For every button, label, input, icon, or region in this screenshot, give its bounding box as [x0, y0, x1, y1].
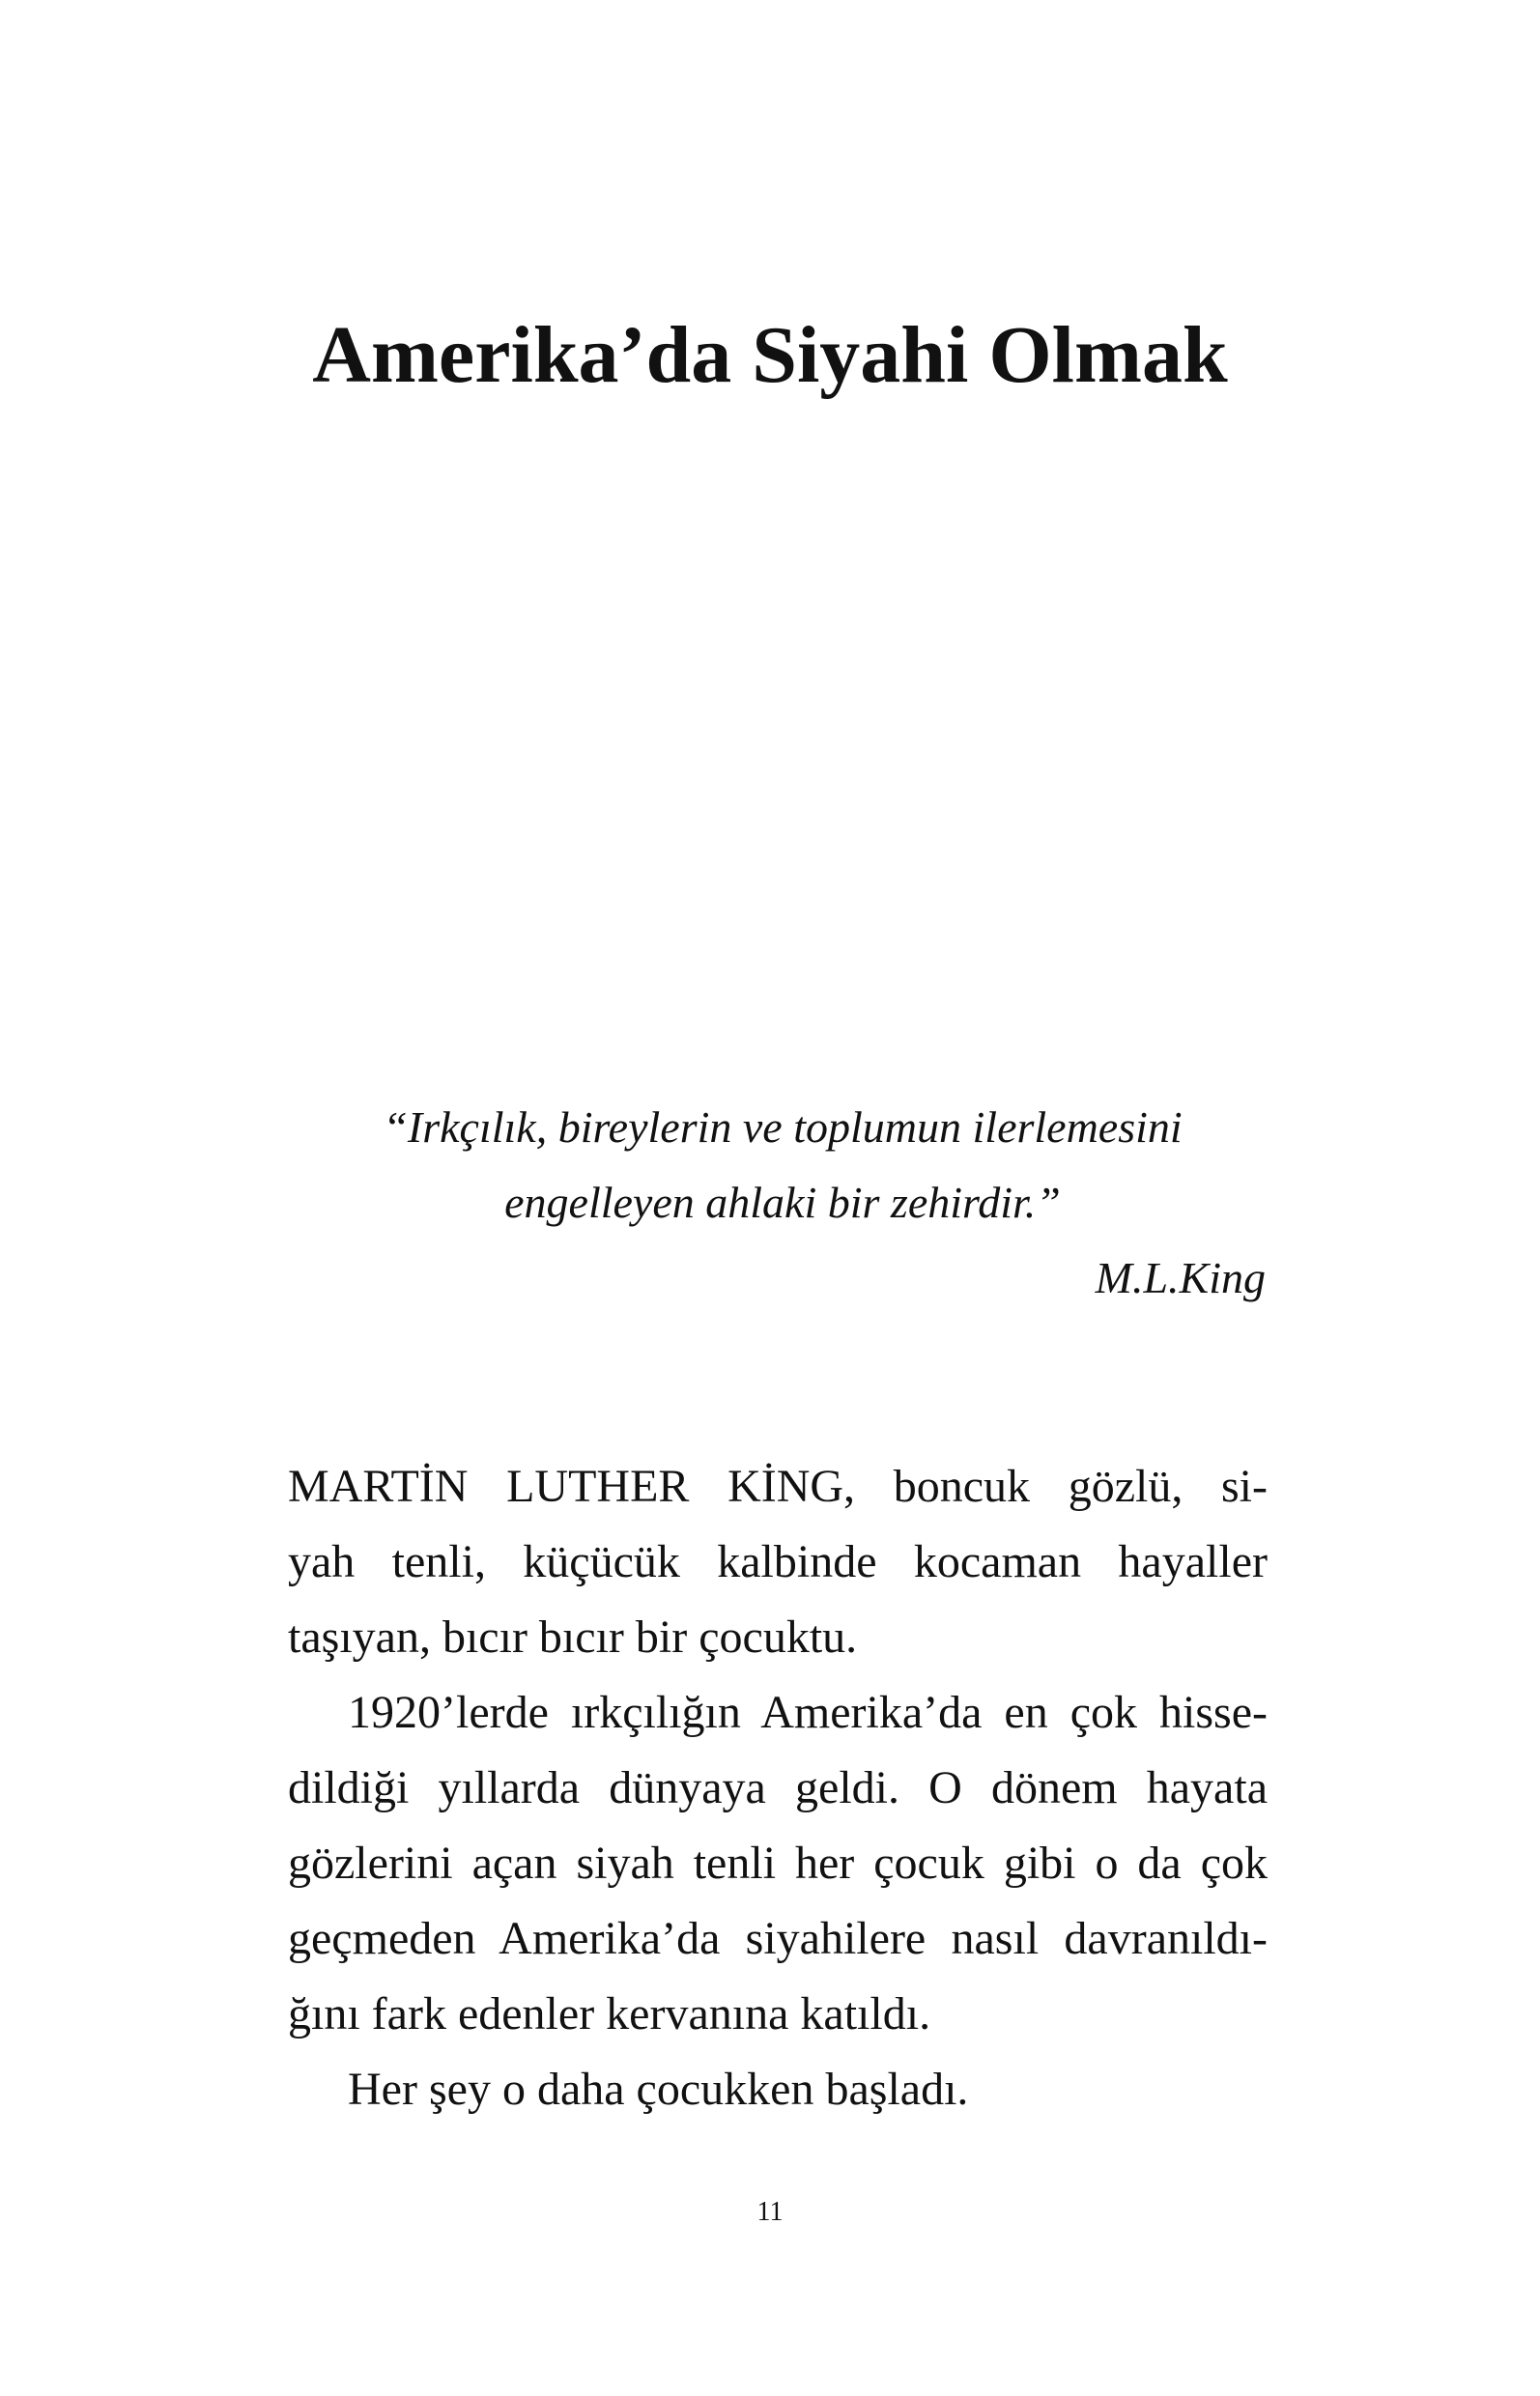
body-line: geçmeden Amerika’da siyahilere nasıl davranıldı- — [288, 1913, 1268, 1964]
body-text — [288, 1449, 1268, 2127]
body-line: dildiği yıllarda dünyaya geldi. O dönem hayata — [288, 1762, 1268, 1813]
epigraph-line: “Irkçılık, bireylerin ve toplumun ilerlemesini — [383, 1102, 1183, 1152]
epigraph-author: M.L.King — [1095, 1253, 1266, 1302]
body-line: Her şey o daha çocukken başladı. — [348, 2064, 969, 2115]
page-number: 11 — [756, 2197, 784, 2227]
body-line: gözlerini açan siyah tenli her çocuk gibi o da çok — [288, 1838, 1268, 1889]
epigraph — [290, 1090, 1275, 1316]
body-line: 1920’lerde ırkçılığın Amerika’da en çok hisse- — [348, 1687, 1268, 1738]
chapter-title: Amerika’da Siyahi Olmak — [312, 310, 1228, 400]
body-line: taşıyan, bıcır bıcır bir çocuktu. — [288, 1612, 858, 1663]
body-line: yah tenli, küçücük kalbinde kocaman hayaller — [288, 1536, 1268, 1587]
epigraph-line: engelleyen ahlaki bir zehirdir.” — [504, 1178, 1061, 1227]
body-line: ğını fark edenler kervanına katıldı. — [288, 1988, 931, 2039]
body-line: MARTİN LUTHER KİNG, boncuk gözlü, si- — [288, 1461, 1268, 1512]
